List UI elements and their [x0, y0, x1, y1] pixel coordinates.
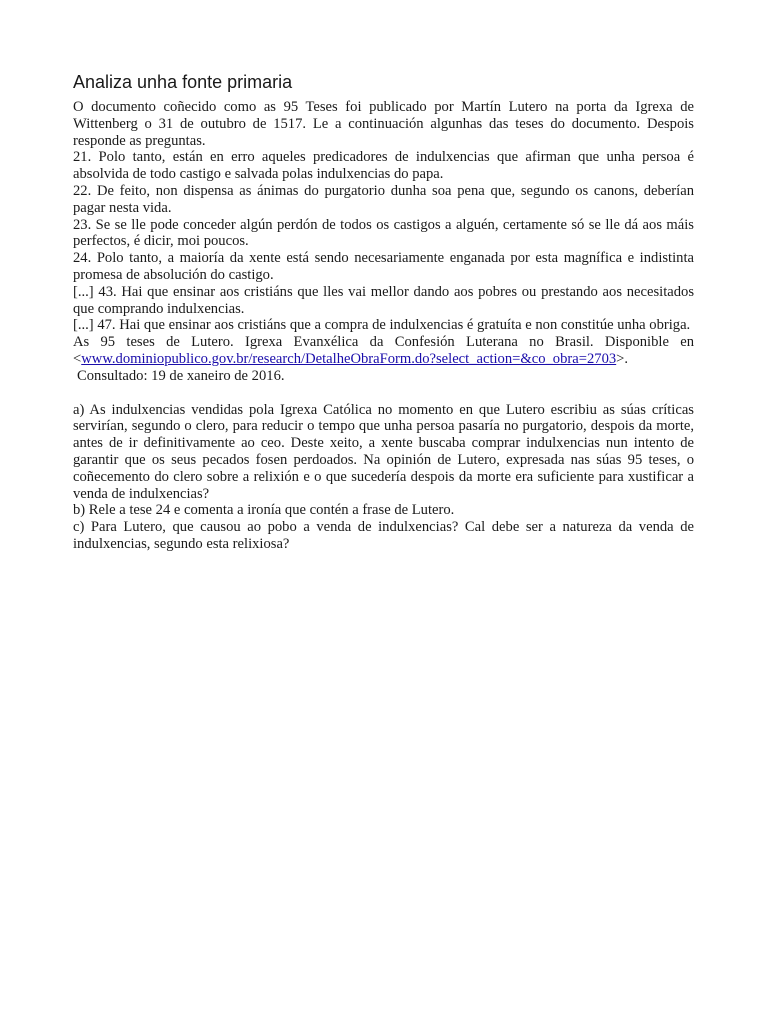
document-page [73, 70, 694, 553]
thesis-24: 24. Polo tanto, a maioría da xente está sendo necesariamente enganada por esta magnífica e indistinta promesa de absolución do castigo. [73, 250, 694, 283]
thesis-43: [...] 43. Hai que ensinar aos cristiáns que lles vai mellor dando aos pobres ou prestando aos necesitados que comprando indulxencias. [73, 283, 694, 317]
question-a: a) As indulxencias vendidas pola Igrexa Católica no momento en que Lutero escribiu as súas críticas servirían, segundo o clero, para reducir o tempo que unha persoa pasaría no purgatorio, despois da morte, antes de ir definitivamente ao ceo. Deste xeito, a xente buscaba comprar indulxencias nun intento de garantir que os seus pecados fosen perdoados. Na opinión de Lutero, expresada nas súas 95 teses, o coñecemento do clero sobre a relixión e o que sucedería despois da morte era suficiente para xustificar a venda de indulxencias? [73, 401, 694, 502]
section-spacer [73, 385, 694, 402]
question-b: b) Rele a tese 24 e comenta a ironía que contén a frase de Lutero. [73, 502, 455, 519]
source-link-close: >. [616, 350, 629, 367]
consulted-date: Consultado: 19 de xaneiro de 2016. [77, 367, 285, 384]
question-c: c) Para Lutero, que causou ao pobo a venda de indulxencias? Cal debe ser a natureza da venda de indulxencias, segundo esta relixiosa? [73, 519, 694, 552]
page-title: Analiza unha fonte primaria [73, 72, 293, 92]
source-citation [73, 334, 694, 368]
thesis-22: 22. De feito, non dispensa as ánimas do purgatorio dunha soa pena que, segundo os canons, deberían pagar nesta vida. [73, 182, 694, 216]
source-link[interactable]: www.dominiopublico.gov.br/research/DetalheObraForm.do?select_action=&co_obra=2703 [81, 350, 617, 367]
thesis-21: 21. Polo tanto, están en erro aqueles predicadores de indulxencias que afirman que unha persoa é absolvida de todo castigo e salvada polas indulxencias do papa. [73, 149, 694, 183]
intro-paragraph: O documento coñecido como as 95 Teses foi publicado por Martín Lutero na porta da Igrexa de Wittenberg o 31 de outubro de 1517. Le a continuación algunhas das teses do documento. Despois responde as preguntas. [73, 99, 694, 149]
thesis-23: 23. Se se lle pode conceder algún perdón de todos os castigos a alguén, certamente só se lle dá aos máis perfectos, é dicir, moi poucos. [73, 216, 694, 250]
thesis-47: [...] 47. Hai que ensinar aos cristiáns que a compra de indulxencias é gratuíta e non constitúe unha obriga. [73, 317, 691, 334]
source-link-open: < [73, 350, 82, 367]
source-text: As 95 teses de Lutero. Igrexa Evanxélica da Confesión Luterana no Brasil. Disponible en [73, 334, 694, 351]
